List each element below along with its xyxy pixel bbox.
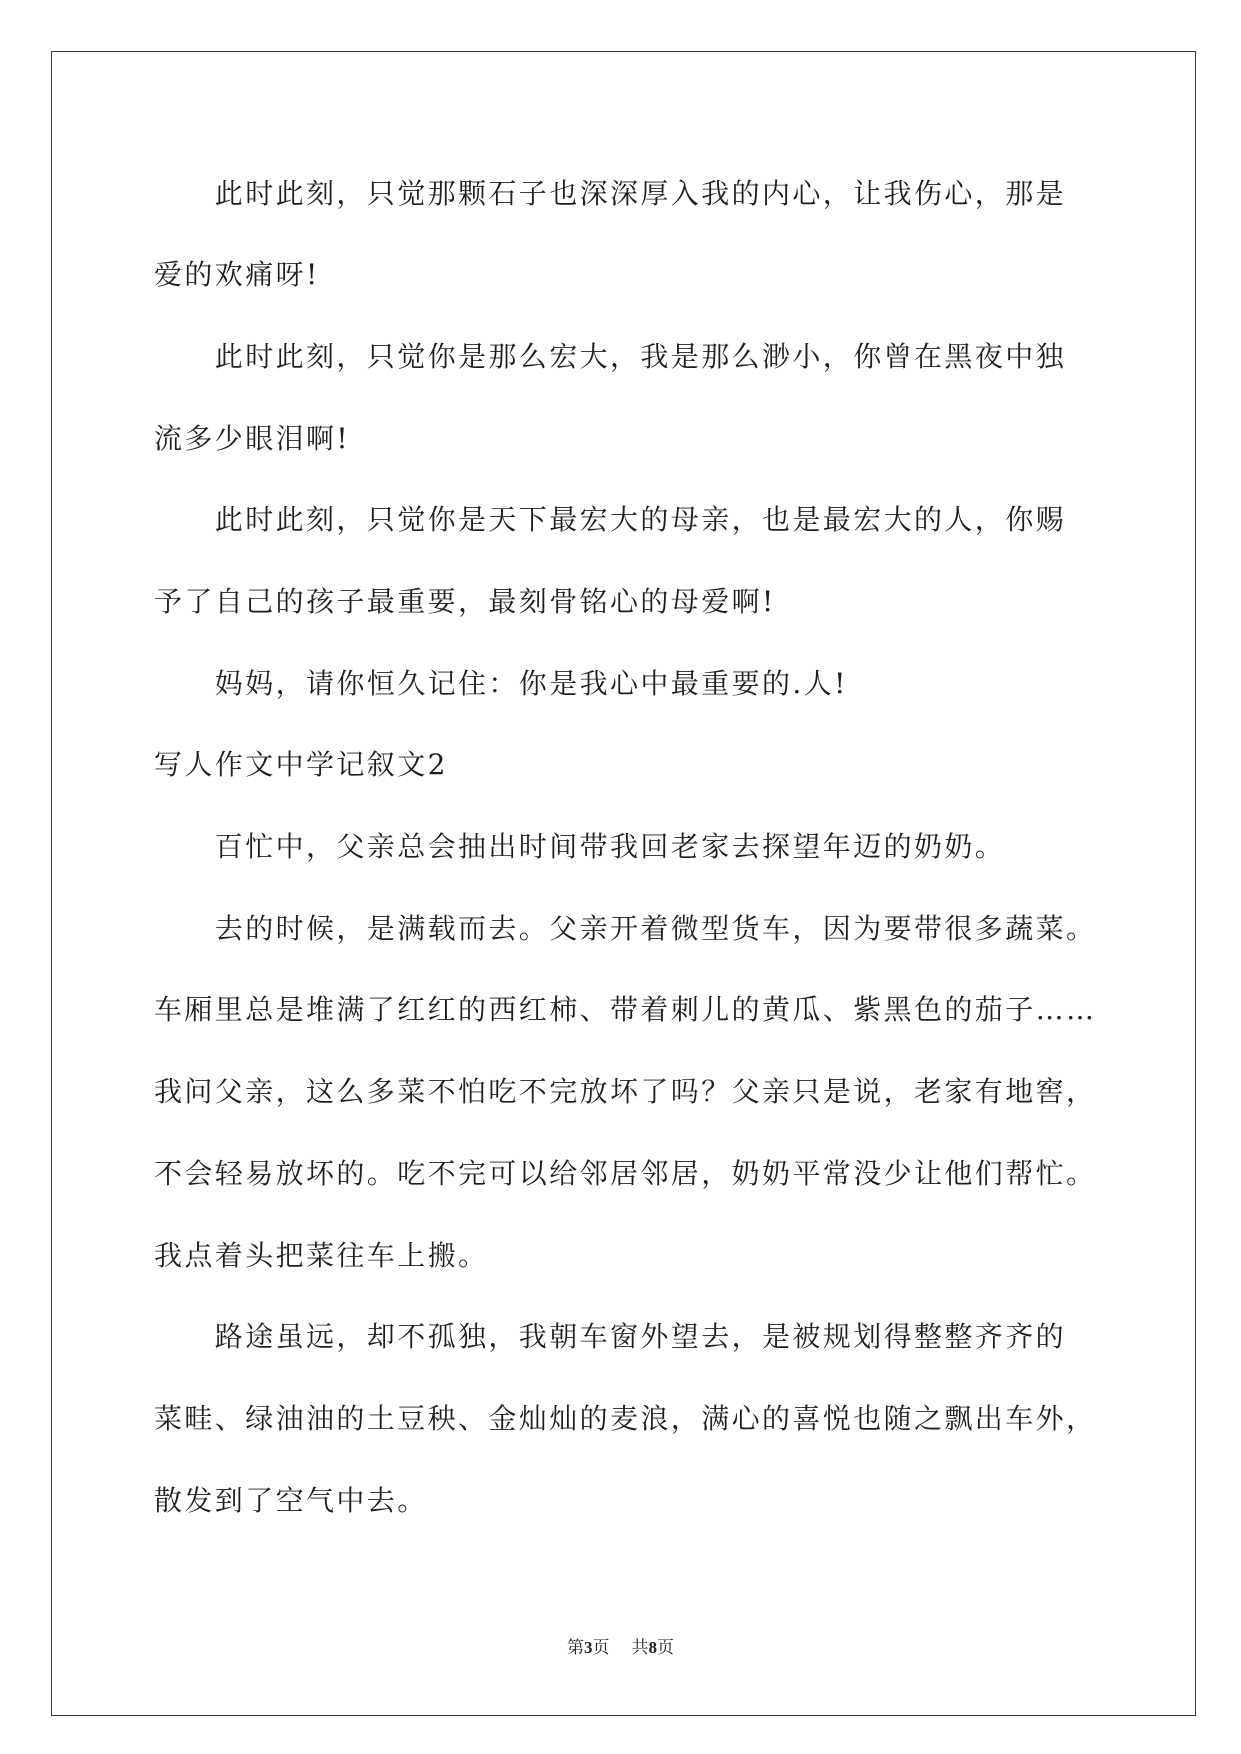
- paragraph-line: 车厢里总是堆满了红红的西红柿、带着刺儿的黄瓜、紫黑色的茄子……: [154, 993, 1097, 1027]
- essay-body: [154, 153, 1144, 1542]
- total-page-count: 8: [648, 1638, 657, 1657]
- paragraph-line: 散发到了空气中去。: [154, 1483, 428, 1517]
- page-prefix: 第: [567, 1638, 584, 1658]
- paragraph-line: 此时此刻，只觉你是天下最宏大的母亲，也是最宏大的人，你赐: [214, 503, 1067, 537]
- paragraph: [154, 316, 1144, 479]
- paragraph-line: 不会轻易放坏的。吃不完可以给邻居邻居，奶奶平常没少让他们帮忙。: [154, 1156, 1097, 1190]
- total-prefix: 共: [631, 1638, 649, 1658]
- paragraph: [154, 806, 1144, 888]
- paragraph-line: 我点着头把菜往车上搬。: [154, 1238, 489, 1272]
- essay-title-text: 写人作文中学记叙文2: [154, 748, 448, 782]
- paragraph-line: 菜畦、绿油油的土豆秧、金灿灿的麦浪，满心的喜悦也随之飘出车外，: [154, 1401, 1097, 1435]
- page-suffix: 页: [592, 1638, 610, 1658]
- paragraph: [154, 153, 1144, 316]
- paragraph-line: 百忙中，父亲总会抽出时间带我回老家去探望年迈的奶奶。: [214, 830, 1006, 864]
- total-pages-indicator: [632, 1638, 675, 1658]
- paragraph-line: 妈妈，请你恒久记住：你是我心中最重要的.人!: [214, 666, 848, 700]
- paragraph-line: 予了自己的孩子最重要，最刻骨铭心的母爱啊!: [154, 585, 776, 619]
- paragraph: [154, 643, 1144, 725]
- paragraph-line: 去的时候，是满载而去。父亲开着微型货车，因为要带很多蔬菜。: [214, 911, 1097, 945]
- page-number-indicator: [567, 1638, 610, 1658]
- paragraph-line: 此时此刻，只觉那颗石子也深深厚入我的内心，让我伤心，那是: [214, 176, 1067, 210]
- current-page-number: 3: [584, 1638, 593, 1657]
- paragraph-line: 爱的欢痛呀!: [154, 258, 320, 292]
- page-footer: [0, 1636, 1241, 1660]
- total-suffix: 页: [657, 1638, 674, 1658]
- paragraph: [154, 1296, 1144, 1541]
- essay-title: [154, 724, 1144, 806]
- paragraph-line: 此时此刻，只觉你是那么宏大，我是那么渺小，你曾在黑夜中独: [214, 339, 1067, 373]
- paragraph-line: 路途虽远，却不孤独，我朝车窗外望去，是被规划得整整齐齐的: [214, 1320, 1067, 1354]
- paragraph-line: 流多少眼泪啊!: [154, 421, 351, 455]
- paragraph: [154, 888, 1144, 1296]
- paragraph: [154, 479, 1144, 642]
- paragraph-line: 我问父亲，这么多菜不怕吃不完放坏了吗？父亲只是说，老家有地窖，: [154, 1075, 1097, 1109]
